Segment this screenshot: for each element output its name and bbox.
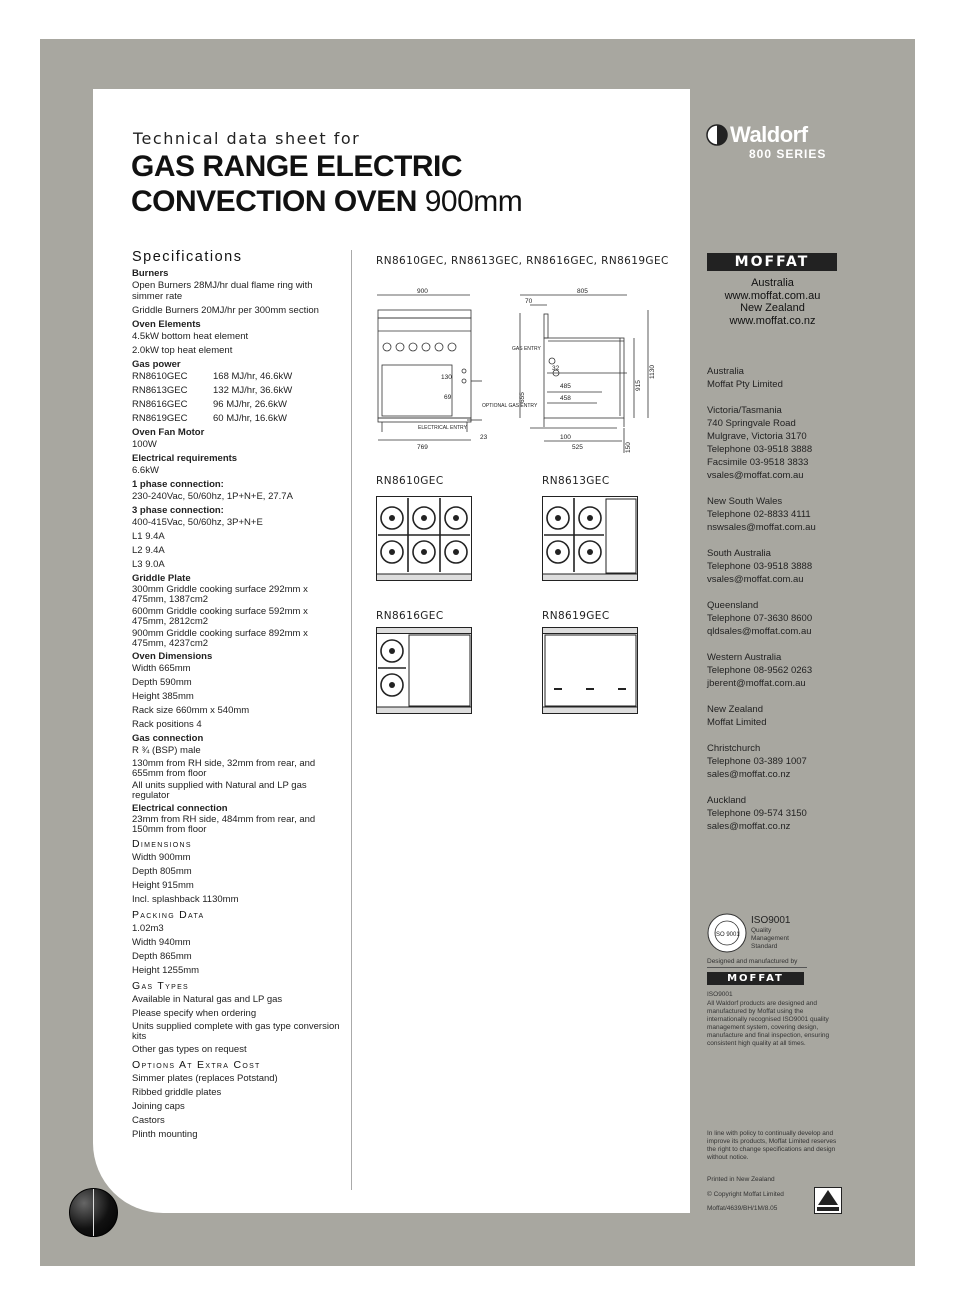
waldorf-logo — [705, 122, 845, 162]
dim-915: 915 — [635, 380, 642, 391]
model-2-top-view — [542, 496, 639, 582]
contact-block: New South Wales Telephone 02-8833 4111 nswsales@moffat.com.au — [707, 495, 847, 534]
dim-900: 900 — [417, 288, 428, 295]
contact-block: South Australia Telephone 03-9518 3888 vsales@moffat.com.au — [707, 547, 847, 586]
spec-line: Available in Natural gas and LP gas — [132, 994, 283, 1005]
model-list: RN8610GEC, RN8613GEC, RN8616GEC, RN8619GEC — [376, 255, 669, 267]
dim-805: 805 — [577, 288, 588, 295]
spec-line: L2 9.4A — [132, 545, 165, 556]
spec-line: Height 1255mm — [132, 965, 200, 976]
model-label-3: RN8616GEC — [376, 610, 444, 622]
waldorf-ball-icon — [69, 1188, 118, 1237]
spec-line: 230-240Vac, 50/60hz, 1P+N+E, 27.7A — [132, 491, 293, 502]
spec-line: Rack positions 4 — [132, 719, 202, 730]
dim-69: 69 — [444, 394, 452, 401]
spec-heading: Oven Dimensions — [132, 651, 213, 662]
spec-line: Griddle Burners 20MJ/hr per 300mm section — [132, 305, 319, 316]
dim-23: 23 — [480, 434, 488, 441]
spec-line: Height 385mm — [132, 691, 194, 702]
spec-line: 23mm from RH side, 484mm from rear, and 150mm from floor — [132, 814, 316, 835]
model-4-top-view — [542, 627, 639, 715]
spec-line: Width 940mm — [132, 937, 191, 948]
contact-block: Victoria/Tasmania 740 Springvale Road Mulgrave, Victoria 3170 Telephone 03-9518 3888 Facsimile 03-9518 3833 vsales@moffat.com.au — [707, 404, 847, 482]
spec-line: Incl. splashback 1130mm — [132, 894, 239, 905]
model-3-top-view — [376, 627, 473, 715]
site-country: New Zealand — [740, 302, 805, 314]
title-size: 900mm — [424, 185, 523, 218]
spec-line: 6.6kW — [132, 465, 159, 476]
spec-heading: Oven Fan Motor — [132, 427, 205, 438]
gas-types-heading: Gas Types — [132, 980, 190, 992]
contact-list — [707, 365, 847, 833]
spec-line: R ¾ (BSP) male — [132, 745, 201, 756]
spec-line: 900mm Griddle cooking surface 892mm x 475mm, 4237cm2 — [132, 628, 308, 649]
designed-by: Designed and manufactured by — [707, 958, 807, 968]
email-link[interactable]: sales@moffat.co.nz — [707, 821, 791, 832]
dim-100: 100 — [560, 434, 571, 441]
dim-485: 485 — [560, 383, 571, 390]
email-link[interactable]: jberent@moffat.com.au — [707, 678, 806, 689]
spec-line: Open Burners 28MJ/hr dual flame ring with simmer rate — [132, 280, 313, 302]
dimension-drawing — [372, 283, 662, 455]
spec-line: Units supplied complete with gas type conversion kits — [132, 1021, 340, 1042]
contact-block: Queensland Telephone 07-3630 8600 qldsales@moffat.com.au — [707, 599, 847, 638]
spec-heading: Electrical requirements — [132, 453, 238, 464]
copyright: © Copyright Moffat Limited — [707, 1191, 784, 1198]
model-1-top-view — [376, 496, 473, 582]
spec-line: 130mm from RH side, 32mm from rear, and 655mm from floor — [132, 758, 316, 779]
spec-line: Plinth mounting — [132, 1129, 198, 1140]
spec-heading: Gas connection — [132, 733, 204, 744]
series-label: 800 SERIES — [749, 147, 827, 161]
spec-line: All units supplied with Natural and LP gas regulator — [132, 780, 307, 801]
dim-130: 130 — [441, 374, 452, 381]
iso-code: ISO9001 — [707, 991, 733, 998]
spec-heading: Oven Elements — [132, 319, 201, 330]
spec-heading: Burners — [132, 268, 169, 279]
document-subtitle: Technical data sheet for — [133, 129, 361, 148]
title-bold-part: CONVECTION OVEN — [131, 185, 417, 218]
optional-gas-entry-label: OPTIONAL GAS ENTRY — [482, 403, 538, 409]
iso-seal-icon — [706, 912, 748, 954]
spec-line: Rack size 660mm x 540mm — [132, 705, 250, 716]
dim-70: 70 — [525, 298, 533, 305]
spec-line: Other gas types on request — [132, 1044, 247, 1055]
spec-heading: Electrical connection — [132, 803, 228, 814]
dim-32: 32 — [552, 365, 560, 372]
dim-769: 769 — [417, 444, 428, 451]
contact-block: New Zealand Moffat Limited — [707, 704, 767, 728]
model-label-1: RN8610GEC — [376, 475, 444, 487]
contact-block: Auckland Telephone 09-574 3150 sales@moffat.co.nz — [707, 794, 847, 833]
spec-line: Ribbed griddle plates — [132, 1087, 222, 1098]
document-title — [131, 149, 522, 219]
gas-power-row: RN8619GEC 60 MJ/hr, 16.6kW — [132, 413, 287, 424]
email-link[interactable]: vsales@moffat.com.au — [707, 574, 804, 585]
email-link[interactable]: sales@moffat.co.nz — [707, 769, 791, 780]
dim-655: 655 — [519, 392, 526, 403]
gas-power-row: RN8616GEC 96 MJ/hr, 26.6kW — [132, 399, 287, 410]
spec-heading: 3 phase connection: — [132, 505, 224, 516]
dimensions-heading: Dimensions — [132, 838, 192, 850]
email-link[interactable]: vsales@moffat.com.au — [707, 470, 804, 481]
certification-mark-icon — [814, 1187, 842, 1214]
spec-line: Castors — [132, 1115, 165, 1126]
spec-line: Simmer plates (replaces Potstand) — [132, 1073, 278, 1084]
spec-line: Width 900mm — [132, 852, 191, 863]
dim-458: 458 — [560, 395, 571, 402]
email-link[interactable]: qldsales@moffat.com.au — [707, 626, 812, 637]
spec-line: Depth 865mm — [132, 951, 192, 962]
policy-note: In line with policy to continually develop and improve its products, Moffat Limited reserves the right to change specifications and design without notice. — [707, 1130, 837, 1161]
options-heading: Options At Extra Cost — [132, 1059, 261, 1071]
column-divider — [351, 250, 352, 1190]
moffat-logo: MOFFAT — [707, 253, 837, 271]
spec-line: 600mm Griddle cooking surface 592mm x 475mm, 2812cm2 — [132, 606, 308, 627]
contact-block: Australia Moffat Pty Limited — [707, 366, 783, 390]
site-country: Australia — [751, 277, 794, 289]
spec-line: Please specify when ordering — [132, 1008, 257, 1019]
gas-power-row: RN8610GEC 168 MJ/hr, 46.6kW — [132, 371, 293, 382]
title-line-1: GAS RANGE ELECTRIC — [131, 150, 463, 183]
spec-line: Joining caps — [132, 1101, 185, 1112]
spec-line: 1.02m3 — [132, 923, 164, 934]
spec-line: Height 915mm — [132, 880, 194, 891]
electrical-entry-label: ELECTRICAL ENTRY — [418, 425, 467, 431]
iso-statement: All Waldorf products are designed and manufactured by Moffat using the internationally recognised ISO9001 quality management system, covering design, manufacture and final inspection, ensuring consistent high quality at all times. — [707, 1000, 830, 1047]
spec-line: Depth 590mm — [132, 677, 192, 688]
dim-150: 150 — [625, 442, 632, 453]
specifications-column — [132, 248, 342, 1143]
spec-line: 400-415Vac, 50/60hz, 3P+N+E — [132, 517, 263, 528]
websites — [707, 277, 838, 327]
spec-heading: 1 phase connection: — [132, 479, 224, 490]
moffat-logo-small: MOFFAT — [707, 972, 804, 985]
spec-heading: Gas power — [132, 359, 181, 370]
model-label-4: RN8619GEC — [542, 610, 610, 622]
specifications-heading: Specifications — [132, 249, 243, 265]
waldorf-wordmark: Waldorf — [730, 122, 808, 147]
dim-525: 525 — [572, 444, 583, 451]
spec-line: 4.5kW bottom heat element — [132, 331, 249, 342]
model-label-2: RN8613GEC — [542, 475, 610, 487]
spec-line: 100W — [132, 439, 157, 450]
gas-power-row: RN8613GEC 132 MJ/hr, 36.6kW — [132, 385, 293, 396]
document-reference: Moffat/4639/BH/1M/8.05 — [707, 1205, 778, 1212]
spec-line: L1 9.4A — [132, 531, 165, 542]
spec-heading: Griddle Plate — [132, 573, 191, 584]
spec-line: Width 665mm — [132, 663, 191, 674]
contact-block: Christchurch Telephone 03-389 1007 sales@moffat.co.nz — [707, 742, 847, 781]
dim-1130: 1130 — [649, 365, 656, 379]
iso-seal-text: ISO 9001 — [714, 932, 740, 938]
iso-title: ISO9001 — [751, 915, 791, 926]
spec-line: Depth 805mm — [132, 866, 192, 877]
spec-line: L3 9.0A — [132, 559, 165, 570]
packing-heading: Packing Data — [132, 909, 205, 921]
printed-in: Printed in New Zealand — [707, 1176, 775, 1183]
iso-subtitle: Quality Management Standard — [751, 927, 789, 950]
title-line-2 — [131, 184, 522, 219]
email-link[interactable]: nswsales@moffat.com.au — [707, 522, 816, 533]
site-url[interactable]: www.moffat.com.au — [724, 289, 821, 302]
spec-line: 2.0kW top heat element — [132, 345, 233, 356]
contact-block: Western Australia Telephone 08-9562 0263 jberent@moffat.com.au — [707, 651, 847, 690]
spec-line: 300mm Griddle cooking surface 292mm x 475mm, 1387cm2 — [132, 584, 308, 605]
gas-entry-label: GAS ENTRY — [512, 346, 541, 352]
site-url[interactable]: www.moffat.co.nz — [729, 314, 816, 327]
